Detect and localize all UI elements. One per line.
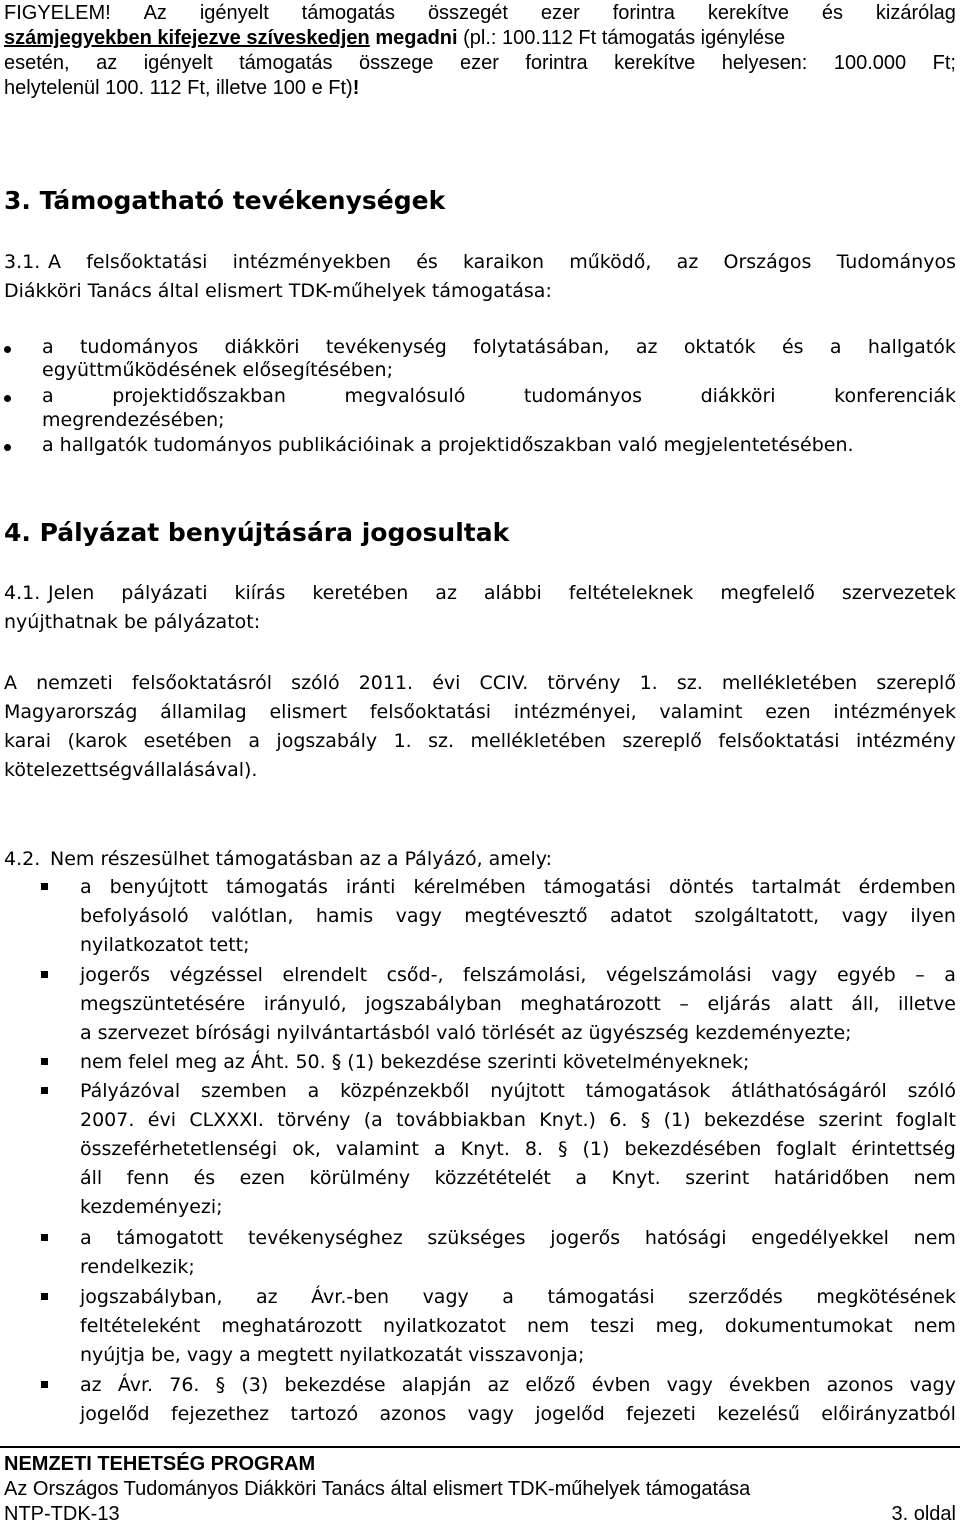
paragraph-line: Magyarország államilag elismert felsőoktatási intézményei, valamint ezen intézmények [4,701,956,723]
bullet-line: a projektidőszakban megvalósuló tudományos diákköri konferenciák [42,385,956,407]
bullet-line: a tudományos diákköri tevékenység folytatásában, az oktatók és a hallgatók [42,336,956,358]
warning-bold-underline: számjegyekben kifejezve szíveskedjen [4,27,370,49]
warning-line-1: FIGYELEM! Az igényelt támogatás összegét ezer forintra kerekítve és kizárólag [4,2,956,24]
square-bullet [41,1293,48,1300]
p31-line-1: A felsőoktatási intézményekben és karaikon működő, az Országos Tudományos [48,251,956,273]
list-line: a szervezet bírósági nyilvántartásból való törlését az ügyészség kezdeményezte; [80,1022,852,1044]
square-bullet [41,1381,48,1388]
list-line: befolyásoló valótlan, hamis vagy megtévesztő adatot szolgáltatott, vagy ilyen [80,905,956,927]
paragraph-line: A nemzeti felsőoktatásról szóló 2011. évi CCIV. törvény 1. sz. mellékletében szereplő [4,672,956,694]
list-line: a támogatott tevékenységhez szükséges jogerős hatósági engedélyekkel nem [80,1227,956,1249]
bullet-dot [4,395,11,402]
bullet-dot [4,346,11,353]
warning-line-4 [4,77,359,99]
list-line: nem felel meg az Áht. 50. § (1) bekezdése szerinti követelményeknek; [80,1051,750,1073]
list-line: 2007. évi CLXXXI. törvény (a továbbiakban Knyt.) 6. § (1) bekezdése szerint foglalt [80,1109,956,1131]
list-line: rendelkezik; [80,1256,195,1278]
list-line: nyilatkozatot tett; [80,934,250,956]
warning-rest: (pl.: 100.112 Ft támogatás igénylése [457,27,786,49]
list-line: összeférhetetlenségi ok, valamint a Knyt. 8. § (1) bekezdésében foglalt érintettség [80,1138,956,1160]
list-line: jogelőd fejezethez tartozó azonos vagy jogelőd fejezeti kezelésű előirányzatból [80,1403,956,1425]
bullet-dot [4,444,11,451]
footer-code: NTP-TDK-13 [4,1503,120,1525]
p41-line-1: Jelen pályázati kiírás keretében az alábbi feltételeknek megfelelő szervezetek [48,582,956,604]
list-line: nyújtja be, vagy a megtett nyilatkozatát visszavonja; [80,1344,585,1366]
square-bullet [41,1234,48,1241]
p41-number: 4.1. [4,582,41,604]
warning-bold-plain: megadni [369,27,458,49]
bullet-line: együttműködésének elősegítésében; [42,359,393,381]
footer-subtitle: Az Országos Tudományos Diákköri Tanács által elismert TDK-műhelyek támogatása [4,1478,751,1500]
p41-line-2: nyújthatnak be pályázatot: [4,611,261,633]
warning-line-4-text: helytelenül 100. 112 Ft, illetve 100 e Ft) [4,77,353,99]
page-number: 3. oldal [891,1503,956,1525]
square-bullet [41,1087,48,1094]
square-bullet [41,883,48,890]
warning-line-3: esetén, az igényelt támogatás összege ezer forintra kerekítve helyesen: 100.000 Ft; [4,52,956,74]
paragraph-line: kötelezettségvállalásával). [4,759,258,781]
list-line: feltételeként meghatározott nyilatkozatot nem teszi meg, dokumentumokat nem [80,1315,956,1337]
list-line: áll fenn és ezen körülmény közzétételét a Knyt. szerint határidőben nem [80,1167,956,1189]
p31-line-2: Diákköri Tanács által elismert TDK-műhelyek támogatása: [4,280,552,302]
p31-number: 3.1. [4,251,41,273]
footer-rule [0,1446,960,1448]
p42-line: Nem részesülhet támogatásban az a Pályázó, amely: [50,848,553,870]
warning-exclamation: ! [352,77,360,99]
list-line: kezdeményezi; [80,1196,223,1218]
bullet-line: a hallgatók tudományos publikációinak a projektidőszakban való megjelentetésében. [42,434,854,456]
list-line: a benyújtott támogatás iránti kérelmében támogatási döntés tartalmát érdemben [80,876,956,898]
square-bullet [41,971,48,978]
list-line: az Ávr. 76. § (3) bekezdése alapján az előző évben vagy években azonos vagy [80,1374,956,1396]
list-line: jogszabályban, az Ávr.-ben vagy a támogatási szerződés megkötésének [80,1286,956,1308]
section-3-heading: 3. Támogatható tevékenységek [4,186,446,215]
list-line: jogerős végzéssel elrendelt csőd-, felszámolási, végelszámolási vagy egyéb – a [80,964,956,986]
list-line: megszüntetésére irányuló, jogszabályban meghatározott – eljárás alatt áll, illetve [80,993,956,1015]
section-4-heading: 4. Pályázat benyújtására jogosultak [4,518,510,547]
bullet-line: megrendezésében; [42,409,225,431]
footer-program-name: NEMZETI TEHETSÉG PROGRAM [4,1453,316,1475]
p42-number: 4.2. [4,848,41,870]
paragraph-line: karai (karok esetében a jogszabály 1. sz. mellékletében szereplő felsőoktatási intézmény [4,730,956,752]
warning-line-2 [4,27,956,49]
list-line: Pályázóval szemben a közpénzekből nyújtott támogatások átláthatóságáról szóló [80,1080,956,1102]
square-bullet [41,1058,48,1065]
